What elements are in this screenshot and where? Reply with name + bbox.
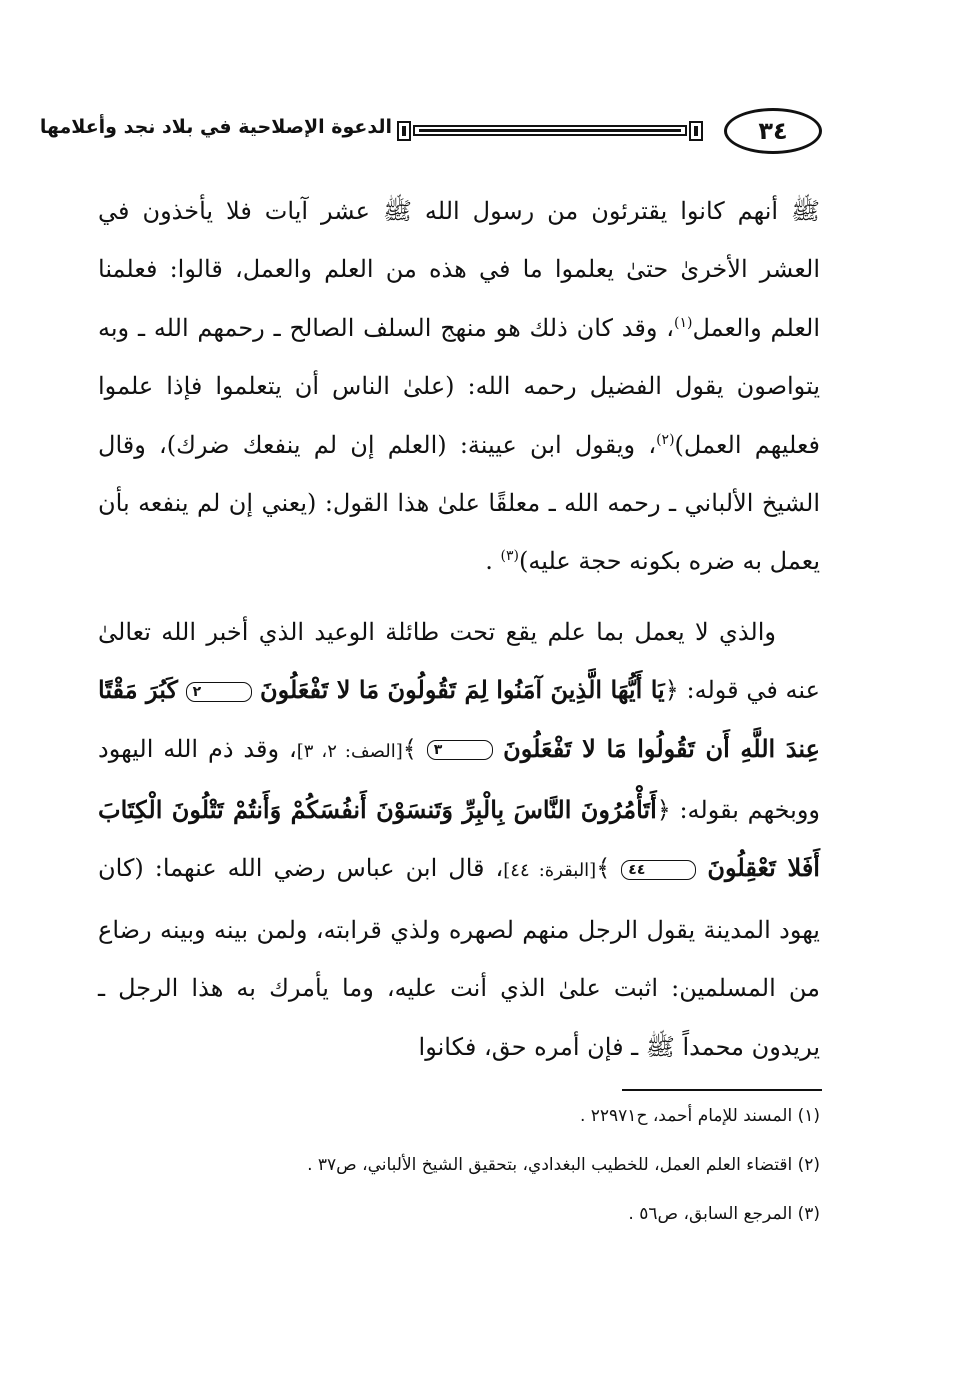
page-number: ٣٤ [758,117,788,145]
paragraph-1 [98,182,820,591]
paragraph-1-text-c: ، ويقول ابن عيينة: (العلم إن لم ينفعك ضرك)، وقال الشيخ الألباني ـ رحمه الله ـ معلقًا علىٰ هذا القول: (يعني إن لم ينفعه بأن يعمل به ضره بكونه حجة عليه) [98,430,820,576]
quran-bracket-close: ﴾ [402,734,417,763]
quran-verse-1a: يَا أَيُّهَا الَّذِينَ آمَنُوا لِمَ تَقُولُونَ مَا لا تَفْعَلُونَ [259,675,665,705]
verse-reference-2: [البقرة: ٤٤] [503,860,597,882]
ornament-cap-right [689,121,703,141]
paragraph-1-end: . [485,547,493,576]
page-header [39,108,822,160]
footnote-ref-1: (١) [674,314,693,331]
page-number-badge [724,108,822,154]
header-ornament-bar [397,121,703,141]
paragraph-2 [98,603,820,1076]
ayah-number-3: ٣ [427,740,494,760]
paragraph-1-text-b: ، وقد كان ذلك هو منهج السلف الصالح ـ رحمهم الله ـ وبه يتواصون يقول الفضيل رحمه الله: (علىٰ الناس أن يتعلموا فإذا علموا فعليهم العمل) [98,313,820,459]
footnote-separator [622,1089,822,1091]
quran-verse-2: أَتَأْمُرُونَ النَّاسَ بِالْبِرِّ وَتَنسَوْنَ أَنفُسَكُمْ وَأَنتُمْ تَتْلُونَ الْكِتَابَ أَفَلا تَعْقِلُونَ [98,795,820,883]
ornament-line [413,125,687,136]
quran-bracket-close-2: ﴾ [596,854,611,883]
footnote-2: (٢) اقتضاء العلم العمل، للخطيب البغدادي، بتحقيق الشيخ الألباني، ص٣٧ . [307,1155,820,1175]
footnote-3: (٣) المرجع السابق، ص٥٦ . [628,1204,820,1224]
footnote-ref-2: (٢) [656,431,675,448]
ayah-number-44: ٤٤ [621,860,696,880]
quran-bracket-open: ﴿ [664,676,679,705]
ayah-number-2: ٢ [186,682,253,702]
footnotes [98,1103,820,1250]
quran-bracket-open-2: ﴿ [656,796,671,825]
paragraph-2-text-c: ، قال ابن عباس رضي الله عنهما: (كان يهود المدينة يقول الرجل منهم لصهره ولذي قرابته، ولمن بينه وبينه رضاع من المسلمين: اثبت علىٰ الذي أنت عليه، وما يأمرك به هذا الرجل ـ يريدون محمداً ﷺ ـ فإن أمره حق، فكانوا [98,854,820,1061]
footnote-ref-3: (٣) [500,548,519,565]
book-title: الدعوة الإصلاحية في بلاد نجد وأعلامها [39,116,392,138]
main-text [98,182,820,1076]
ornament-cap-left [397,121,411,141]
verse-reference-1: [الصف: ٢، ٣] [296,740,403,762]
paragraph-1-text-a: ﷺ أنهم كانوا يقترئون من رسول الله ﷺ عشر آيات فلا يأخذون في العشر الأخرىٰ حتىٰ يعلموا ما في هذه من العلم والعمل، قالوا: فعلمنا العلم والعمل [98,197,821,342]
quran-verse-1b: كَبُرَ مَقْتًا عِندَ اللَّهِ أَن تَقُولُوا مَا لا تَفْعَلُونَ [98,675,820,763]
paragraph-2-text-b: ، وقد ذم الله اليهود ووبخهم بقوله: [98,734,820,825]
footnote-1: (١) المسند للإمام أحمد، ح٢٢٩٧١ . [579,1106,820,1126]
paragraph-2-text-a: والذي لا يعمل بما علم يقع تحت طائلة الوعيد الذي أخبر الله تعالىٰ عنه في قوله: [98,617,820,705]
